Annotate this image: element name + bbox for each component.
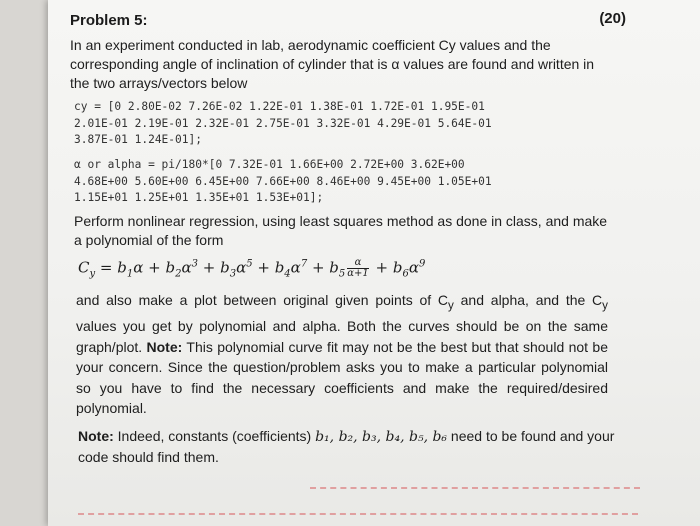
note-text-part: Indeed, constants (coefficients) xyxy=(113,428,316,444)
plot-text-part: and also make a plot between original given points of C xyxy=(76,292,449,308)
formula-plus: + xyxy=(197,258,221,277)
formula-exp9: 9 xyxy=(419,258,426,270)
alpha-code-line: 4.68E+00 5.60E+00 6.45E+00 7.66E+00 8.46E+00 9.45E+00 1.05E+01 xyxy=(74,174,492,188)
note-label: Note: xyxy=(78,428,114,444)
formula-b4: b xyxy=(274,258,285,277)
problem-title: Problem 5: xyxy=(70,12,148,29)
document-page xyxy=(48,0,700,526)
formula-b5: b xyxy=(329,258,339,277)
formula-b3-sub: 3 xyxy=(229,268,237,280)
final-note-paragraph xyxy=(78,426,618,467)
intro-paragraph: In an experiment conducted in lab, aerodynamic coefficient Cy values and the corresponding angle of inclination of cylinder that is α values are found and written in the two arrays/vectors below xyxy=(70,37,595,91)
plot-text-part: values you get by polynomial and alpha. Both the curves should be on the same graph/plot. xyxy=(76,318,608,355)
formula-exp5: 5 xyxy=(246,258,253,270)
fraction-denominator: α+1 xyxy=(347,268,369,279)
plot-text-part: This polynomial curve fit may not be the best but that should not be your concern. Since the question/problem asks you to make a particular polynomial so you have to find the necessary coefficients and make the required/desired polynomial. xyxy=(76,338,608,417)
formula-plus: + xyxy=(307,258,330,277)
formula-lhs-sub: y xyxy=(89,268,96,280)
formula-b1: b xyxy=(117,258,127,277)
formula-b2: b xyxy=(165,258,176,277)
note-label: Note: xyxy=(146,338,183,355)
formula-b1-sub: 1 xyxy=(126,268,134,280)
polynomial-formula xyxy=(78,258,425,280)
problem-points: (20) xyxy=(599,10,626,27)
instruction-paragraph: Perform nonlinear regression, using least squares method as done in class, and make a polynomial of the form xyxy=(74,213,608,248)
formula-b2-sub: 2 xyxy=(175,268,182,280)
alpha-code-line: 1.15E+01 1.25E+01 1.35E+01 1.53E+01]; xyxy=(74,191,324,204)
fraction-numerator: α xyxy=(347,258,369,269)
alpha-code-line: α or alpha = pi/180*[0 7.32E-01 1.66E+00 2.72E+00 3.62E+00 xyxy=(74,158,465,171)
formula-alpha5: α xyxy=(236,258,247,277)
formula-b6: b xyxy=(392,258,403,277)
cy-code-line: cy = [0 2.80E-02 7.26E-02 1.22E-01 1.38E-01 1.72E-01 1.95E-01 xyxy=(74,100,485,113)
formula-plus: + xyxy=(252,258,275,277)
dashed-divider xyxy=(78,513,638,515)
formula-fraction xyxy=(347,258,369,279)
coefficient-list: b₁, b₂, b₃, b₄, b₅, b₆ xyxy=(315,429,448,445)
cy-code-line: 2.01E-01 2.19E-01 2.32E-01 2.75E-01 3.32E-01 4.29E-01 5.64E-01 xyxy=(74,116,492,130)
formula-exp7: 7 xyxy=(300,258,308,270)
formula-plus: + xyxy=(370,258,393,277)
formula-b3: b xyxy=(220,258,230,277)
formula-alpha3: α xyxy=(181,258,192,277)
alpha-array-code xyxy=(74,157,634,207)
formula-alpha7: α xyxy=(290,258,301,277)
dashed-divider xyxy=(310,487,640,489)
formula-b6-sub: 6 xyxy=(402,268,409,280)
formula-lhs: C xyxy=(78,258,90,277)
formula-b5-sub: 5 xyxy=(338,268,346,280)
cy-sub: y xyxy=(448,298,454,312)
formula-b4-sub: 4 xyxy=(284,268,291,280)
cy-array-code xyxy=(74,99,634,149)
formula-alpha1: α + xyxy=(133,258,166,277)
plot-text-part: and alpha, and the C xyxy=(453,292,603,308)
formula-exp3: 3 xyxy=(191,258,198,270)
formula-equals: = xyxy=(95,258,118,277)
note-text-part: need to be found and your code should find them. xyxy=(78,428,615,465)
plot-instruction-paragraph xyxy=(76,290,608,419)
formula-alpha9: α xyxy=(408,258,420,277)
cy-sub: y xyxy=(602,298,608,312)
cy-code-line: 3.87E-01 1.24E-01]; xyxy=(74,133,202,146)
